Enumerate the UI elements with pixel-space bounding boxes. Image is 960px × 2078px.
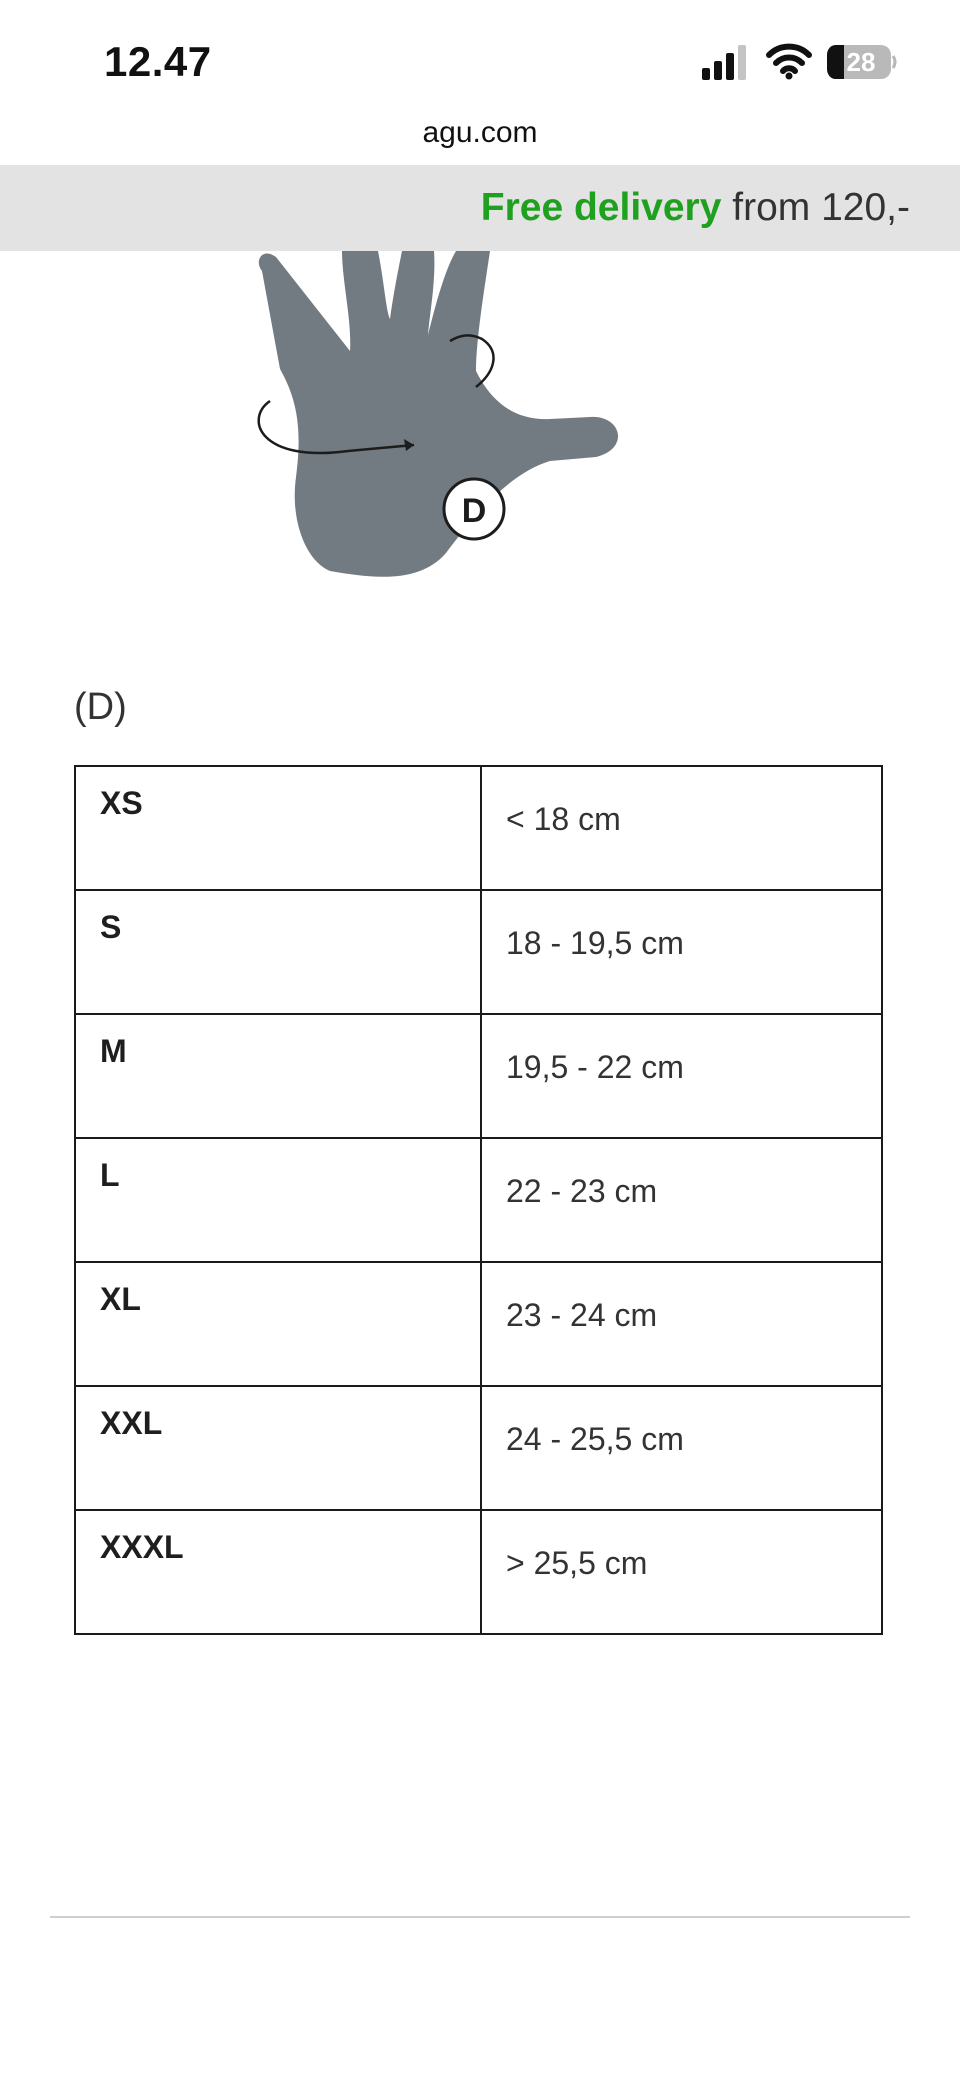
table-row <box>75 1510 882 1634</box>
size-label: XXXL <box>100 1529 184 1565</box>
range-label: 18 - 19,5 cm <box>506 925 684 961</box>
marker-letter: D <box>461 492 487 530</box>
range-cell <box>481 766 882 890</box>
wifi-icon <box>766 42 812 80</box>
address-bar[interactable]: agu.com <box>422 116 538 149</box>
section-label: (D) <box>74 686 127 728</box>
signal-icon <box>700 44 750 80</box>
size-cell <box>75 1262 481 1386</box>
status-time: 12.47 <box>104 38 212 85</box>
footer-divider <box>50 1916 910 1918</box>
range-cell <box>481 1014 882 1138</box>
size-label: L <box>100 1157 120 1193</box>
size-cell <box>75 890 481 1014</box>
promo-highlight: Free delivery <box>480 186 722 229</box>
hand-icon <box>259 251 618 577</box>
range-cell <box>481 1386 882 1510</box>
status-bar <box>0 0 960 110</box>
size-cell <box>75 1014 481 1138</box>
size-cell <box>75 1386 481 1510</box>
size-cell <box>75 1510 481 1634</box>
size-label: XXL <box>100 1405 163 1441</box>
size-label: XS <box>100 785 143 821</box>
table-row <box>75 1138 882 1262</box>
range-cell <box>481 1262 882 1386</box>
range-cell <box>481 890 882 1014</box>
table-row <box>75 1386 882 1510</box>
table-row <box>75 890 882 1014</box>
range-label: 23 - 24 cm <box>506 1297 658 1333</box>
size-table <box>74 765 883 1635</box>
range-label: > 25,5 cm <box>506 1545 648 1581</box>
battery-level: 28 <box>846 47 876 77</box>
promo-rest: from 120,- <box>721 186 910 229</box>
range-cell <box>481 1510 882 1634</box>
size-cell <box>75 766 481 890</box>
size-label: XL <box>100 1281 141 1317</box>
range-label: < 18 cm <box>506 801 621 837</box>
size-table-body <box>75 766 882 1634</box>
size-label: M <box>100 1033 127 1069</box>
table-row <box>75 1014 882 1138</box>
size-cell <box>75 1138 481 1262</box>
range-label: 19,5 - 22 cm <box>506 1049 684 1085</box>
range-cell <box>481 1138 882 1262</box>
table-row <box>75 766 882 890</box>
promo-banner[interactable] <box>0 165 960 251</box>
range-label: 24 - 25,5 cm <box>506 1421 684 1457</box>
promo-text <box>481 165 910 251</box>
size-label: S <box>100 909 122 945</box>
hand-measurement-illustration <box>250 251 750 581</box>
table-row <box>75 1262 882 1386</box>
range-label: 22 - 23 cm <box>506 1173 658 1209</box>
